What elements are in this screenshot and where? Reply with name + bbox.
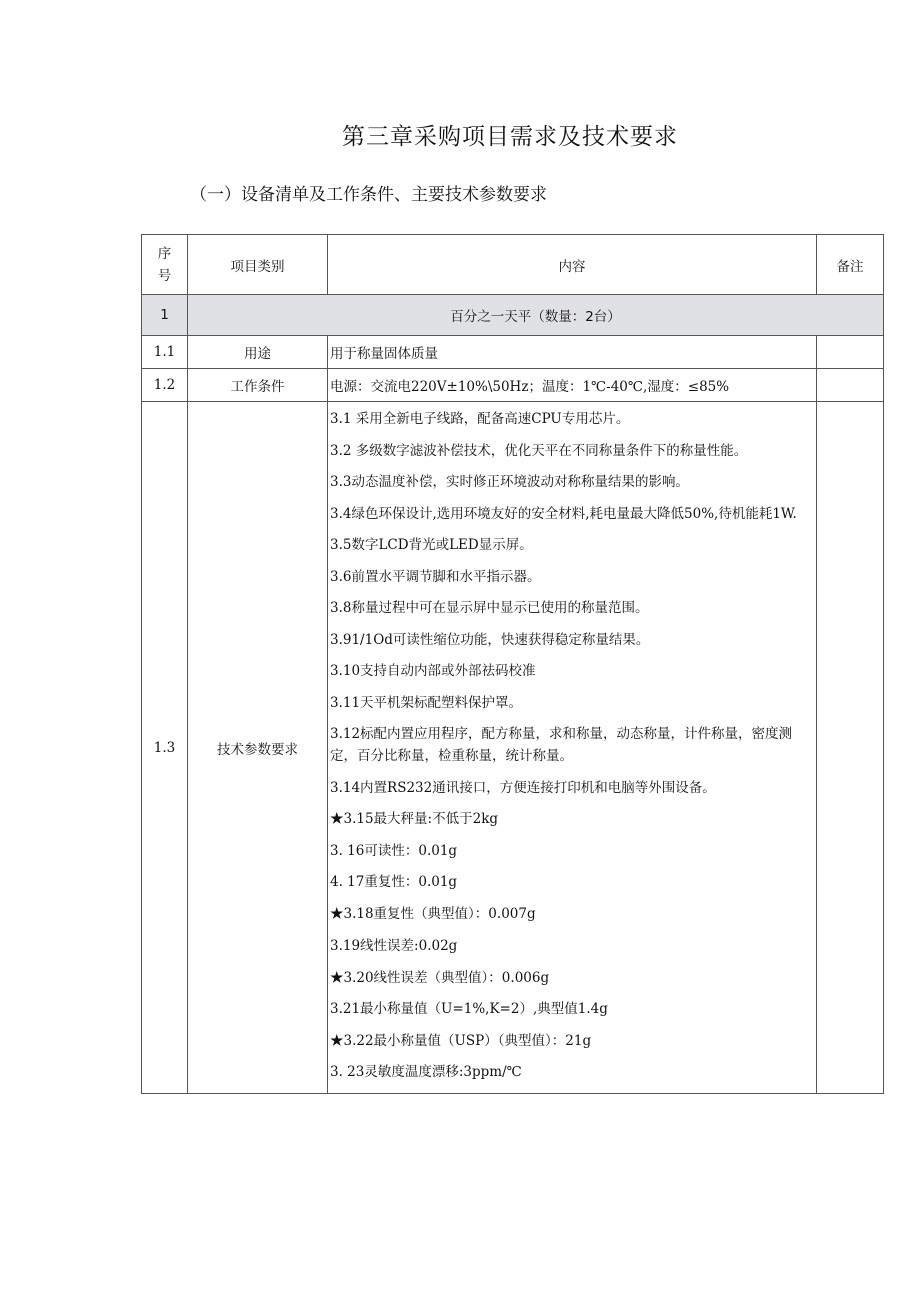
chapter-title: 第三章采购项目需求及技术要求 [342,124,678,150]
group-no: 1 [142,295,188,336]
tech-spec-item: 3.5数字LCD背光或LED显示屏。 [330,537,533,553]
group-title: 百分之一天平（数量：2台） [188,295,884,336]
header-no-line1: 序 [157,245,172,262]
row-note [817,402,884,1094]
tech-spec-item: 3.14内置RS232通讯接口，方便连接打印机和电脑等外围设备。 [330,779,716,796]
tech-spec-item: 3.1 采用全新电子线路，配备高速CPU专用芯片。 [330,411,630,427]
tech-spec-item: 3.3动态温度补偿，实时修正环境波动对称称量结果的影响。 [330,474,689,490]
header-no [142,235,188,295]
tech-spec-item: 3.10支持自动内部或外部祛码校准 [330,663,536,679]
tech-spec-item: 4. 17重复性：0.01g [330,874,458,890]
row-content: 用于称量固体质量 [328,336,817,369]
row-note [817,336,884,369]
tech-spec-item: 3.6前置水平调节脚和水平指示器。 [330,568,541,585]
row-category: 用途 [188,336,328,369]
tech-spec-item: 3.21最小称量值（U=1%,K=2）,典型值1.4g [330,1001,608,1017]
header-category: 项目类别 [188,235,328,295]
table-header-row [142,235,884,295]
header-content: 内容 [328,235,817,295]
row-no: 1.1 [142,336,188,369]
tech-spec-list [328,402,816,1093]
row-no: 1.3 [142,402,188,1094]
table-row [142,369,884,402]
table-row [142,336,884,369]
tech-spec-item: ★3.22最小称量值（USP）（典型值）：21g [330,1032,592,1049]
tech-spec-item: 3.8称量过程中可在显示屏中显示已使用的称量范围。 [330,600,649,616]
tech-spec-item: 3.11天平机架标配塑料保护罩。 [330,694,523,711]
tech-spec-item: 3.91/1Od可读性缩位功能，快速获得稳定称量结果。 [330,631,650,648]
row-no: 1.2 [142,369,188,402]
tech-spec-item: 3. 16可读性：0.01g [330,842,458,859]
row-note [817,369,884,402]
row-category: 技术参数要求 [188,402,328,1094]
tech-spec-item: 3. 23灵敏度温度漂移:3ppm/℃ [330,1064,522,1080]
header-no-line2: 号 [157,267,172,284]
tech-spec-item: ★3.15最大秤量:不低于2kg [330,811,499,827]
group-row [142,295,884,336]
row-category: 工作条件 [188,369,328,402]
section-heading: （一）设备清单及工作条件、主要技术参数要求 [190,185,547,205]
spec-table [141,234,884,1094]
tech-spec-item: 3.4绿色环保设计,选用环境友好的安全材料,耗电量最大降低50%,待机能耗1W. [330,505,797,522]
tech-spec-item: ★3.18重复性（典型值）：0.007g [330,906,536,922]
row-content: 电源：交流电220V±10%\50Hz；温度：1℃-40℃,湿度：≤85% [328,369,817,402]
tech-spec-item: ★3.20线性误差（典型值）：0.006g [330,969,550,986]
tech-spec-item: 3.2 多级数字滤波补偿技术，优化天平在不同称量条件下的称量性能。 [330,442,748,459]
tech-spec-item: 3.19线性误差:0.02g [330,937,458,954]
tech-spec-item: 3.12标配内置应用程序，配方称量，求和称量，动态称量，计件称量，密度测定，百分比称量，检重称量，统计称量。 [330,726,793,764]
header-note: 备注 [817,235,884,295]
row-content [328,402,817,1094]
tech-row [142,402,884,1094]
